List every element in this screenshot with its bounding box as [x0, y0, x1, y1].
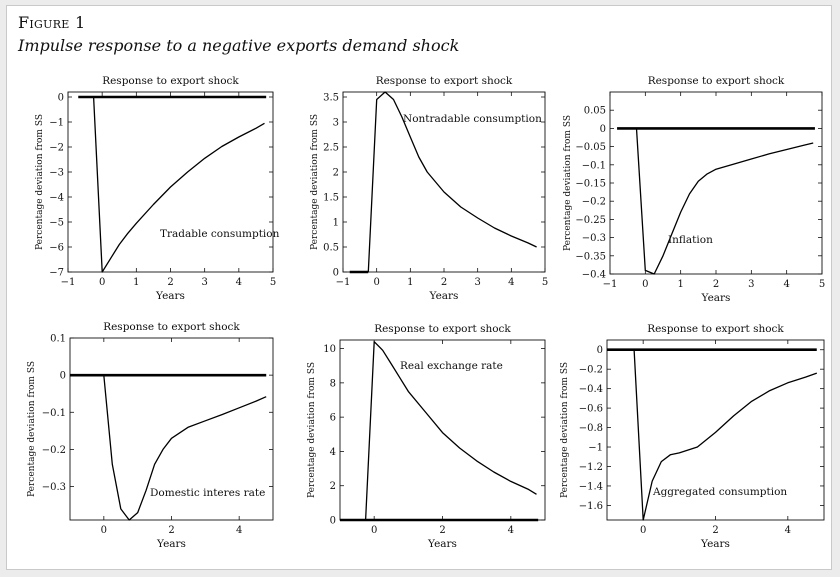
chart2-xtick-label: 2	[440, 277, 448, 288]
chart1-xtick-label: 4	[235, 277, 243, 288]
chart1-xtick-label: 1	[133, 277, 140, 288]
chart-aggregated-consumption	[555, 318, 830, 553]
chart6-ytick-label: −1	[588, 442, 603, 454]
chart4-xtick-label: 2	[168, 525, 175, 536]
chart1-xtick-label: 0	[98, 277, 106, 288]
figure-label: Figure 1	[18, 13, 86, 32]
chart5-ytick-label: 4	[329, 446, 336, 458]
chart1-xtick-label: 5	[269, 277, 277, 288]
chart1-title: Response to export shock	[102, 75, 239, 87]
chart2-ytick-label: 3.5	[323, 92, 339, 104]
chart5-annotation: Real exchange rate	[400, 360, 503, 372]
chart1-xtick-label: 3	[201, 277, 208, 288]
chart1-xtick-label: −1	[60, 277, 76, 288]
chart3-ytick-label: 0	[599, 123, 606, 135]
chart3-xtick-label: −1	[602, 279, 618, 290]
chart1-ytick-label: −3	[49, 167, 64, 179]
chart2-annotation: Nontradable consumption	[403, 113, 542, 125]
chart3-annotation: Inflation	[668, 234, 713, 246]
chart6-xtick-label: 4	[784, 525, 792, 536]
chart5-ytick-label: 10	[323, 344, 336, 356]
chart2-ytick-label: 3	[332, 117, 339, 129]
chart5-title: Response to export shock	[374, 323, 511, 335]
chart5-ytick-label: 6	[329, 412, 336, 424]
chart6-ytick-label: −0.4	[578, 384, 603, 396]
chart6-ytick-label: 0	[596, 345, 603, 357]
chart6-ylabel: Percentage deviation from SS	[560, 362, 570, 498]
chart2-ytick-label: 2	[332, 167, 339, 179]
chart3-xtick-label: 2	[712, 279, 720, 290]
chart1-ytick-label: −6	[49, 242, 64, 254]
chart-domestic-interest-rate	[0, 318, 280, 553]
chart2-xtick-label: 3	[474, 277, 481, 288]
chart5-ylabel: Percentage deviation from SS	[307, 362, 317, 498]
chart4-ytick-label: −0.3	[41, 482, 66, 494]
chart5-ytick-label: 8	[329, 378, 336, 390]
chart3-xtick-label: 1	[677, 279, 684, 290]
chart3-ytick-label: −0.2	[581, 196, 606, 208]
chart1-annotation: Tradable consumption	[160, 228, 280, 240]
chart3-ytick-label: 0.05	[583, 105, 606, 117]
chart5-ytick-label: 2	[329, 481, 336, 493]
chart3-ytick-label: −0.4	[581, 269, 606, 281]
chart3-ytick-label: −0.15	[575, 178, 606, 190]
chart2-xtick-label: 0	[373, 277, 380, 288]
chart2-ytick-label: 1	[332, 217, 339, 229]
chart5-xtick-label: 0	[370, 525, 378, 536]
chart1-xlabel: Years	[156, 290, 185, 302]
chart6-ytick-label: −1.6	[578, 500, 603, 512]
chart4-ytick-label: 0.1	[50, 333, 66, 345]
chart5-xtick-label: 4	[507, 525, 515, 536]
chart3-title: Response to export shock	[647, 75, 785, 87]
chart3-xtick-label: 4	[783, 279, 790, 290]
chart5-xlabel: Years	[428, 538, 457, 550]
chart4-annotation: Domestic interes rate	[150, 487, 266, 499]
chart1-ytick-label: −5	[49, 217, 64, 229]
chart5-xtick-label: 2	[439, 525, 446, 536]
chart-nontradable-consumption	[270, 72, 560, 307]
chart4-ytick-label: −0.1	[41, 407, 66, 419]
chart3-ytick-label: −0.3	[581, 233, 606, 245]
chart3-xtick-label: 3	[748, 279, 755, 290]
chart2-ytick-label: 2.5	[323, 142, 339, 154]
chart6-annotation: Aggregated consumption	[653, 486, 788, 498]
chart4-ytick-label: 0	[59, 370, 66, 382]
chart1-ytick-label: −1	[49, 117, 64, 129]
chart1-series-line	[94, 97, 265, 272]
chart4-ylabel: Percentage deviation from SS	[27, 361, 37, 497]
chart-tradable-consumption	[0, 72, 280, 307]
chart3-ytick-label: −0.05	[575, 142, 606, 154]
chart3-ytick-label: −0.25	[575, 214, 606, 226]
chart2-title: Response to export shock	[375, 75, 513, 87]
chart4-ytick-label: −0.2	[41, 444, 66, 456]
chart2-ytick-label: 0	[332, 267, 339, 279]
chart6-title: Response to export shock	[647, 323, 784, 335]
chart1-axes-box	[68, 92, 273, 272]
chart3-ytick-label: −0.35	[575, 251, 606, 263]
chart6-ytick-label: −1.4	[578, 481, 603, 493]
chart4-xlabel: Years	[157, 538, 186, 550]
chart1-ylabel: Percentage deviation from SS	[35, 114, 45, 250]
chart6-ytick-label: −0.8	[578, 423, 603, 435]
chart3-ylabel: Percentage deviation from SS	[563, 115, 573, 251]
chart4-xtick-label: 0	[100, 525, 108, 536]
chart3-axes-box	[610, 92, 822, 274]
chart2-xtick-label: 1	[407, 277, 414, 288]
chart6-xtick-label: 2	[712, 525, 719, 536]
chart6-xtick-label: 0	[639, 525, 647, 536]
chart3-xtick-label: 5	[818, 279, 826, 290]
chart3-xlabel: Years	[701, 292, 731, 304]
chart1-ytick-label: 0	[57, 92, 64, 104]
chart3-xtick-label: 0	[642, 279, 649, 290]
chart4-title: Response to export shock	[103, 321, 240, 333]
chart3-ytick-label: −0.1	[581, 160, 606, 172]
chart1-ytick-label: −2	[49, 142, 64, 154]
chart1-xtick-label: 2	[167, 277, 174, 288]
chart6-ytick-label: −1.2	[578, 461, 603, 473]
chart2-xtick-label: 5	[541, 277, 549, 288]
chart6-ytick-label: −0.2	[578, 364, 603, 376]
chart2-xtick-label: −1	[335, 277, 351, 288]
chart6-ytick-label: −0.6	[578, 403, 603, 415]
chart3-series-line	[637, 128, 814, 274]
chart6-xlabel: Years	[701, 538, 730, 550]
chart2-ytick-label: 1.5	[323, 192, 339, 204]
chart-real-exchange-rate	[270, 318, 560, 553]
chart2-ytick-label: 0.5	[323, 242, 339, 254]
chart2-ylabel: Percentage deviation from SS	[310, 114, 320, 250]
chart2-xtick-label: 4	[508, 277, 515, 288]
chart2-xlabel: Years	[429, 290, 459, 302]
chart1-ytick-label: −4	[49, 192, 64, 204]
chart5-ytick-label: 0	[329, 515, 336, 527]
figure-title: Impulse response to a negative exports demand shock	[18, 36, 460, 55]
chart1-ytick-label: −7	[49, 267, 64, 279]
chart4-xtick-label: 4	[235, 525, 243, 536]
chart-inflation	[555, 72, 830, 307]
